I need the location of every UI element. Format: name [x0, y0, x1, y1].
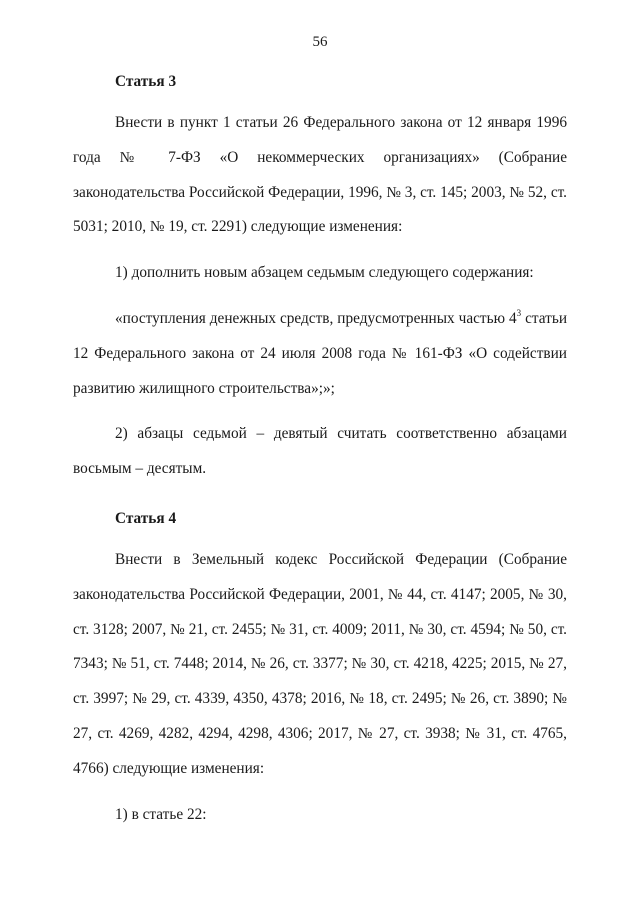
article-3-heading: Статья 3 — [115, 73, 177, 90]
superscript-3: 3 — [516, 307, 522, 318]
article-4-intro-paragraph: Внести в Земельный кодекс Российской Федерации (Собрание законодательства Российской Федерации, 2001, № 44, ст. 4147; 2005, № 30, ст. 3128; 2007, № 21, ст. 2455; № 31, ст. 4009; 2011, № 30, ст. 4594; № 50, ст. 7343; № 51, ст. 7448; 2014, № 26, ст. 3377; № 30, ст. 4218, 4225; 2015, № 27, ст. 3997; № 29, ст. 4339, 4350, 4378; 2016, № 18, ст. 2495; № 26, ст. 3890; № 27, ст. 4269, 4282, 4294, 4298, 4306; 2017, № 27, ст. 3938; № 31, ст. 4765, 4766) следующие изменения: — [73, 550, 567, 777]
page-number: 56 — [312, 34, 328, 50]
article-3-item-1: 1) дополнить новым абзацем седьмым следующего содержания: — [115, 264, 534, 282]
quoted-text-part-2: статьи 12 Федерального закона от 24 июля 2008 года № 161-ФЗ «О содействии развитию жилищного строительства»;»; — [73, 309, 567, 397]
document-body — [73, 69, 567, 843]
article-3-quoted-text — [73, 302, 567, 406]
spacer — [73, 498, 567, 506]
article-4-item-1: 1) в статье 22: — [115, 805, 207, 823]
article-3-item-2: 2) абзацы седьмой – девятый считать соответственно абзацами восьмым – десятым. — [73, 425, 567, 478]
article-3-intro-paragraph: Внести в пункт 1 статьи 26 Федерального закона от 12 января 1996 года № 7-ФЗ «О некоммерческих организациях» (Собрание законодательства Российской Федерации, 1996, № 3, ст. 145; 2003, № 52, ст. 5031; 2010, № 19, ст. 2291) следующие изменения: — [73, 114, 567, 236]
article-4-heading: Статья 4 — [115, 509, 177, 527]
quoted-text-part-1: «поступления денежных средств, предусмотренных частью 4 — [115, 309, 517, 327]
